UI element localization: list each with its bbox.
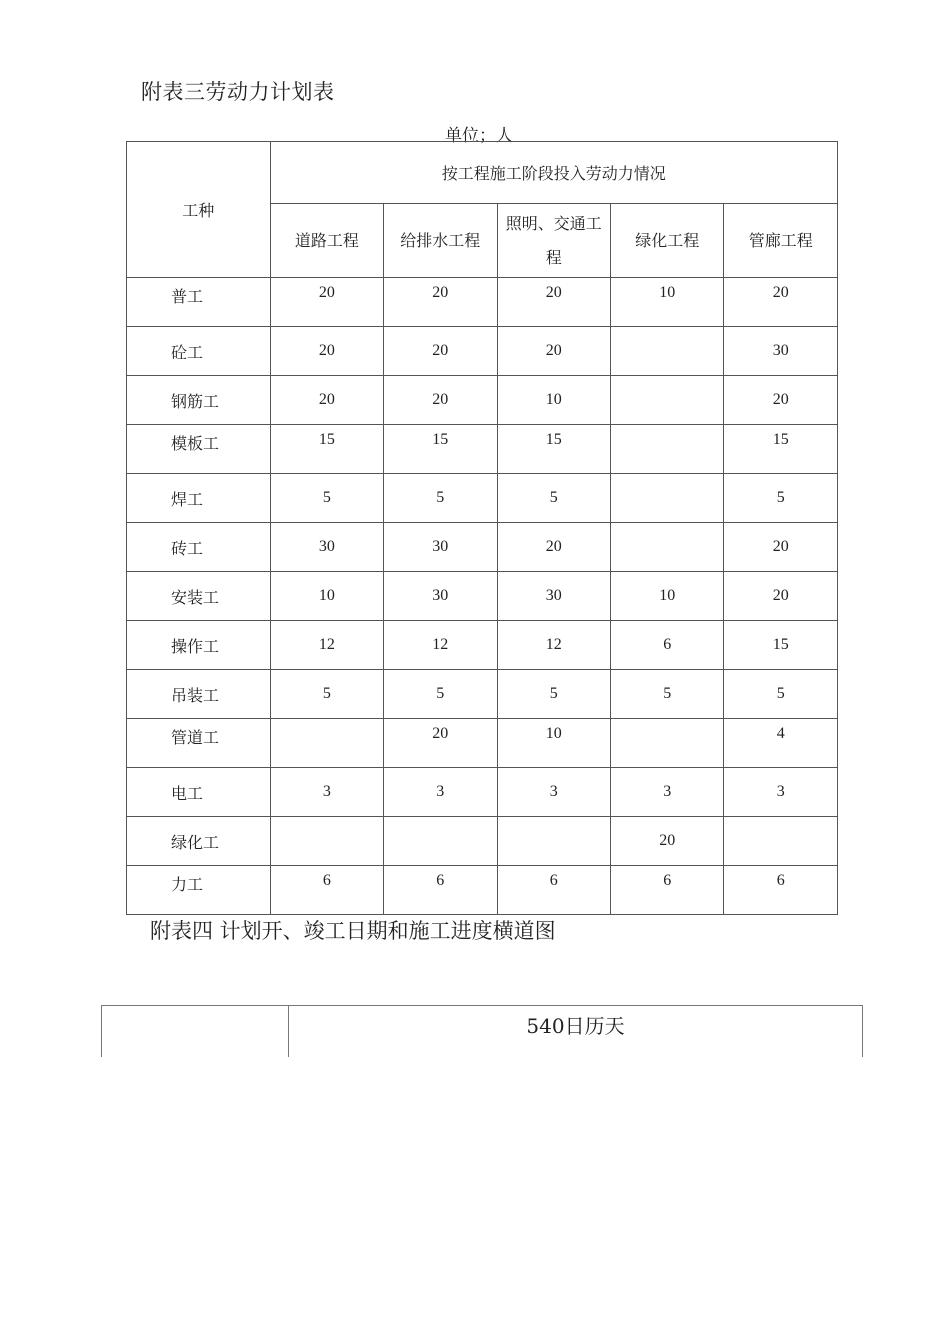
value-cell: 6	[497, 866, 610, 915]
value-cell: 6	[611, 866, 724, 915]
trade-cell: 力工	[127, 866, 271, 915]
table-row	[127, 474, 838, 523]
table-row	[127, 817, 838, 866]
table-row	[127, 768, 838, 817]
value-cell: 15	[724, 425, 838, 474]
value-cell: 10	[497, 376, 610, 425]
value-cell: 30	[384, 523, 497, 572]
value-cell: 5	[270, 474, 383, 523]
value-cell: 12	[270, 621, 383, 670]
value-cell: 5	[611, 670, 724, 719]
trade-cell: 模板工	[127, 425, 271, 474]
trade-cell: 安装工	[127, 572, 271, 621]
value-cell	[611, 719, 724, 768]
value-cell: 5	[384, 474, 497, 523]
trade-cell: 钢筋工	[127, 376, 271, 425]
column-header: 给排水工程	[384, 204, 497, 278]
schedule-table	[101, 1005, 863, 1057]
value-cell	[384, 817, 497, 866]
table-row	[127, 621, 838, 670]
value-cell: 20	[384, 719, 497, 768]
value-cell: 15	[384, 425, 497, 474]
table-row	[127, 719, 838, 768]
table-row	[127, 278, 838, 327]
value-cell: 3	[497, 768, 610, 817]
value-cell: 5	[497, 670, 610, 719]
value-cell	[724, 817, 838, 866]
value-cell: 5	[724, 670, 838, 719]
trade-cell: 砖工	[127, 523, 271, 572]
trade-cell: 电工	[127, 768, 271, 817]
value-cell: 3	[384, 768, 497, 817]
value-cell: 20	[270, 327, 383, 376]
value-cell: 15	[724, 621, 838, 670]
value-cell: 20	[384, 327, 497, 376]
trade-cell: 绿化工	[127, 817, 271, 866]
value-cell: 10	[611, 278, 724, 327]
group-header: 按工程施工阶段投入劳动力情况	[270, 142, 837, 204]
trade-cell: 砼工	[127, 327, 271, 376]
trade-cell: 操作工	[127, 621, 271, 670]
table-row	[127, 866, 838, 915]
column-header: 道路工程	[270, 204, 383, 278]
schedule-blank-cell	[102, 1006, 289, 1058]
value-cell: 20	[724, 523, 838, 572]
value-cell: 10	[611, 572, 724, 621]
value-cell: 20	[270, 376, 383, 425]
value-cell: 5	[497, 474, 610, 523]
value-cell: 20	[724, 376, 838, 425]
table-row	[127, 670, 838, 719]
column-header: 绿化工程	[611, 204, 724, 278]
value-cell: 3	[611, 768, 724, 817]
value-cell: 20	[384, 376, 497, 425]
trade-cell: 普工	[127, 278, 271, 327]
value-cell	[611, 327, 724, 376]
value-cell: 30	[384, 572, 497, 621]
value-cell: 30	[497, 572, 610, 621]
trade-cell: 吊装工	[127, 670, 271, 719]
trade-cell: 管道工	[127, 719, 271, 768]
page-title: 附表三劳动力计划表	[141, 80, 335, 104]
value-cell: 20	[384, 278, 497, 327]
value-cell: 20	[497, 523, 610, 572]
value-cell: 6	[611, 621, 724, 670]
value-cell: 20	[270, 278, 383, 327]
unit-label: 单位；人	[445, 126, 513, 146]
value-cell	[611, 376, 724, 425]
table-row	[127, 376, 838, 425]
value-cell: 4	[724, 719, 838, 768]
value-cell: 5	[724, 474, 838, 523]
value-cell: 15	[497, 425, 610, 474]
trade-cell: 焊工	[127, 474, 271, 523]
value-cell: 5	[270, 670, 383, 719]
value-cell: 12	[384, 621, 497, 670]
value-cell: 10	[270, 572, 383, 621]
value-cell: 12	[497, 621, 610, 670]
value-cell: 10	[497, 719, 610, 768]
value-cell: 20	[497, 327, 610, 376]
value-cell	[270, 719, 383, 768]
value-cell: 6	[724, 866, 838, 915]
table-row	[127, 572, 838, 621]
value-cell	[611, 474, 724, 523]
trade-header: 工种	[127, 142, 271, 278]
value-cell: 6	[384, 866, 497, 915]
value-cell: 20	[611, 817, 724, 866]
value-cell: 5	[384, 670, 497, 719]
column-header: 管廊工程	[724, 204, 838, 278]
value-cell: 30	[724, 327, 838, 376]
column-header: 照明、交通工程	[497, 204, 610, 278]
value-cell: 30	[270, 523, 383, 572]
value-cell	[270, 817, 383, 866]
value-cell: 3	[270, 768, 383, 817]
value-cell: 20	[724, 278, 838, 327]
table-row	[127, 523, 838, 572]
duration-header: 540日历天	[289, 1006, 863, 1058]
section-title: 附表四 计划开、竣工日期和施工进度横道图	[150, 919, 556, 943]
value-cell: 20	[724, 572, 838, 621]
value-cell: 20	[497, 278, 610, 327]
table-row	[127, 327, 838, 376]
value-cell	[611, 425, 724, 474]
value-cell	[497, 817, 610, 866]
value-cell: 6	[270, 866, 383, 915]
labor-plan-table	[126, 141, 838, 915]
value-cell	[611, 523, 724, 572]
value-cell: 15	[270, 425, 383, 474]
table-row	[127, 425, 838, 474]
value-cell: 3	[724, 768, 838, 817]
